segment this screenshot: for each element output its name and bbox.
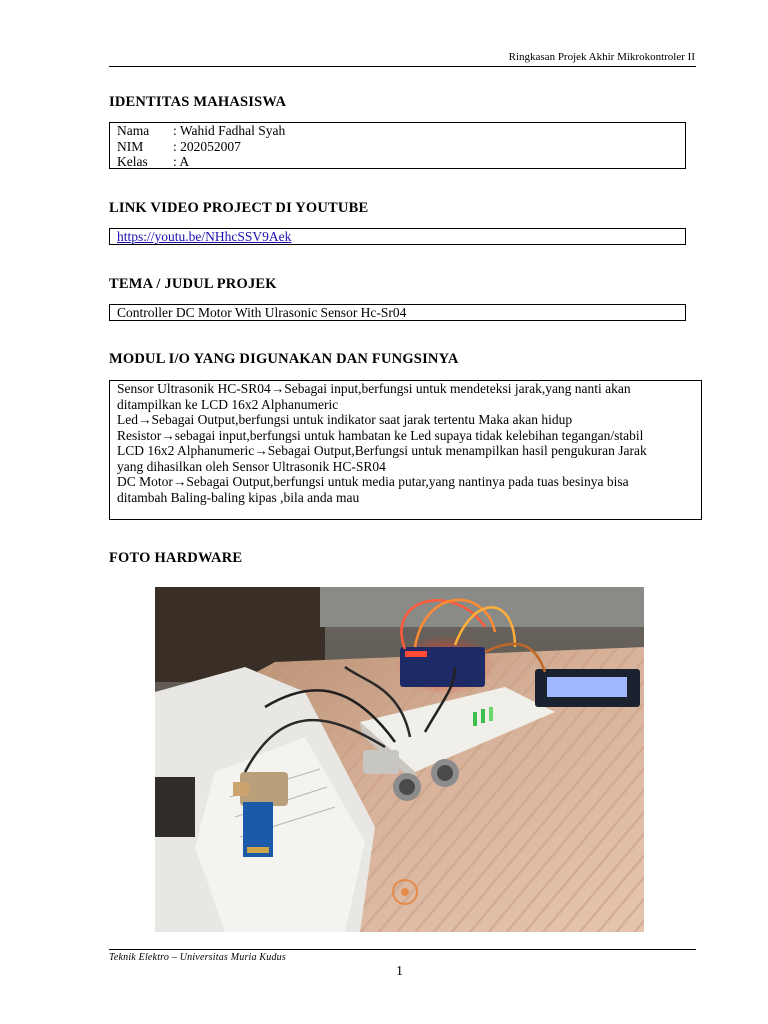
- theme-box: [109, 304, 686, 321]
- theme-heading: TEMA / JUDUL PROJEK: [109, 276, 277, 292]
- module-line: yang dihasilkan oleh Sensor Ultrasonik HC-SR04: [117, 458, 386, 474]
- identity-row-name: [117, 123, 685, 139]
- module-line: Sensor Ultrasonik HC-SR04→Sebagai input,berfungsi untuk mendeteksi jarak,yang nanti akan: [117, 381, 631, 396]
- identity-box: [109, 122, 686, 169]
- running-header: Ringkasan Projek Akhir Mikrokontroler II: [508, 51, 695, 63]
- identity-row-nim: [117, 139, 685, 155]
- modules-box: [109, 380, 702, 520]
- module-line: LCD 16x2 Alphanumeric→Sebagai Output,Berfungsi untuk menampilkan hasil pengukuran Jarak: [117, 443, 647, 458]
- header-divider: [109, 66, 696, 67]
- identity-label-name: Nama: [117, 123, 150, 138]
- identity-value-nim: : 202052007: [173, 138, 241, 154]
- youtube-link[interactable]: https://youtu.be/NHhcSSV9Aek: [117, 229, 292, 244]
- footer-divider: [109, 949, 696, 950]
- page-number: 1: [396, 964, 403, 979]
- module-line: Led→Sebagai Output,berfungsi untuk indikator saat jarak tertentu Maka akan hidup: [117, 412, 573, 427]
- module-line: ditambah Baling-baling kipas ,bila anda mau: [117, 489, 360, 505]
- identity-label-class: Kelas: [117, 154, 148, 169]
- identity-heading: IDENTITAS MAHASISWA: [109, 94, 287, 110]
- identity-value-name: : Wahid Fadhal Syah: [173, 123, 286, 138]
- hardware-photo: [155, 587, 644, 932]
- video-heading: LINK VIDEO PROJECT DI YOUTUBE: [109, 200, 369, 216]
- hardware-heading: FOTO HARDWARE: [109, 550, 243, 566]
- module-line: ditampilkan ke LCD 16x2 Alphanumeric: [117, 396, 339, 412]
- project-title: Controller DC Motor With Ulrasonic Sensor Hc-Sr04: [117, 305, 407, 320]
- footer-institution: Teknik Elektro – Universitas Muria Kudus: [109, 952, 286, 963]
- video-box: [109, 228, 686, 245]
- modules-heading: MODUL I/O YANG DIGUNAKAN DAN FUNGSINYA: [109, 351, 459, 367]
- identity-label-nim: NIM: [117, 138, 144, 154]
- module-line: DC Motor→Sebagai Output,berfungsi untuk media putar,yang nantinya pada tuas besinya bisa: [117, 474, 629, 489]
- module-line: Resistor→sebagai input,berfungsi untuk hambatan ke Led supaya tidak kelebihan tegangan/stabil: [117, 427, 644, 443]
- identity-row-class: [117, 154, 685, 170]
- identity-value-class: : A: [173, 154, 190, 169]
